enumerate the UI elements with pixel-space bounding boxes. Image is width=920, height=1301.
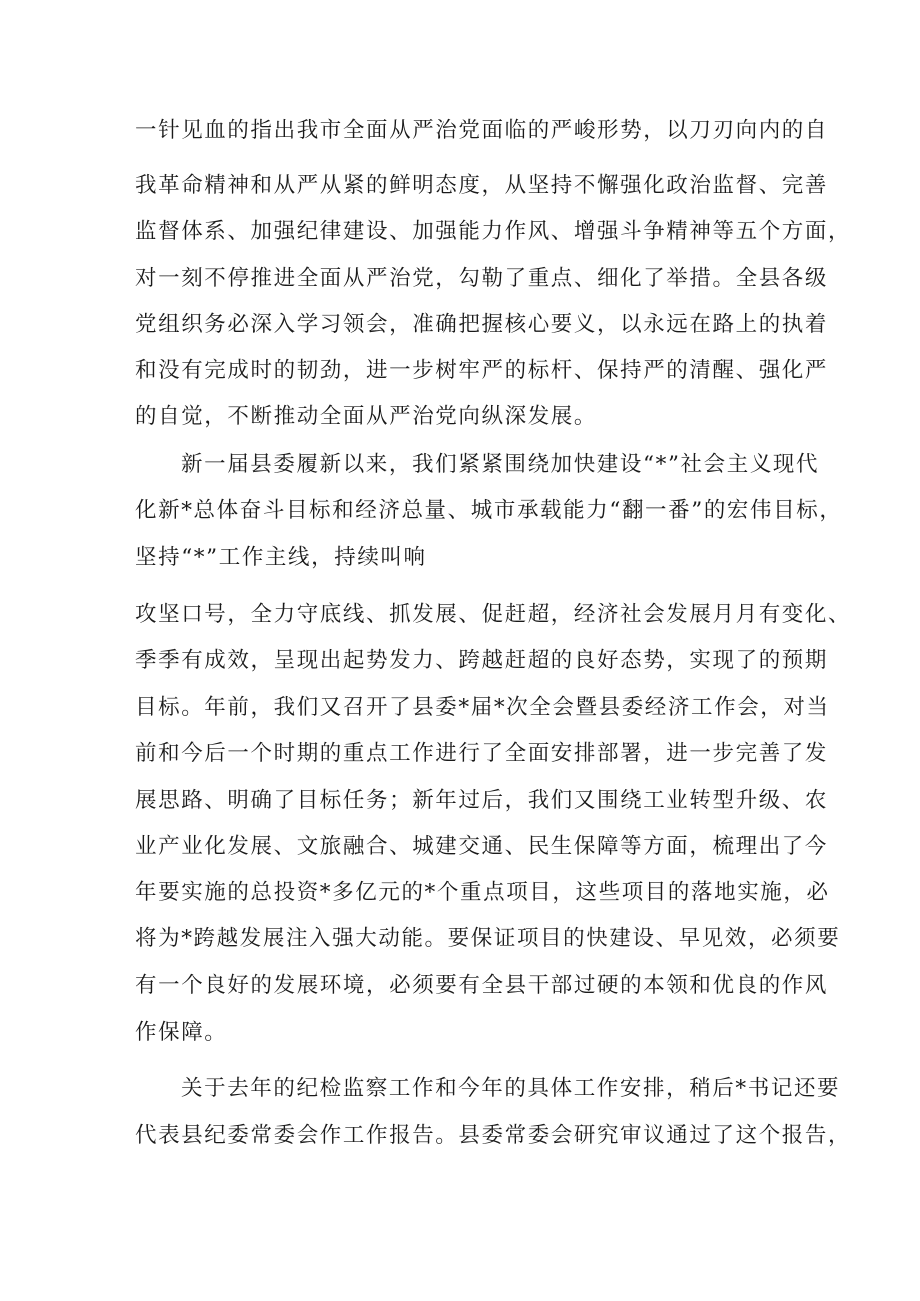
text-line: 一针见血的指出我市全面从严治党面临的严峻形势，以刀刃向内的自 <box>135 118 829 143</box>
text-line: 目标。年前，我们又召开了县委*届*次全会暨县委经济工作会，对当 <box>135 695 830 720</box>
text-line: 我革命精神和从严从紧的鲜明态度，从坚持不懈强化政治监督、完善 <box>135 173 829 198</box>
text-line: 将为*跨越发展注入强大动能。要保证项目的快建设、早见效，必须要 <box>135 926 841 951</box>
text-line: 党组织务必深入学习领会，准确把握核心要义，以永远在路上的执着 <box>135 312 829 337</box>
text-line: 和没有完成时的韧劲，进一步树牢严的标杆、保持严的清醒、强化严 <box>135 358 829 383</box>
text-line: 监督体系、加强纪律建设、加强能力作风、增强斗争精神等五个方面， <box>135 219 852 244</box>
text-line: 代表县纪委常委会作工作报告。县委常委会研究审议通过了这个报告， <box>135 1123 852 1148</box>
text-line: 化新*总体奋斗目标和经济总量、城市承载能力“翻一番”的宏伟目标， <box>135 498 843 523</box>
text-line: 关于去年的纪检监察工作和今年的具体工作安排，稍后*书记还要 <box>181 1076 841 1101</box>
text-line: 年要实施的总投资*多亿元的*个重点项目，这些项目的落地实施，必 <box>135 880 830 905</box>
text-line: 对一刻不停推进全面从严治党，勾勒了重点、细化了举措。全县各级 <box>135 266 829 291</box>
text-line: 前和今后一个时期的重点工作进行了全面安排部署，进一步完善了发 <box>135 741 829 766</box>
text-line: 新一届县委履新以来，我们紧紧围绕加快建设“*”社会主义现代 <box>181 452 820 477</box>
text-line: 的自觉，不断推动全面从严治党向纵深发展。 <box>135 404 598 429</box>
text-line: 作保障。 <box>135 1020 228 1045</box>
text-line: 展思路、明确了目标任务；新年过后，我们又围绕工业转型升级、农 <box>135 788 829 813</box>
text-line: 攻坚口号，全力守底线、抓发展、促赶超，经济社会发展月月有变化、 <box>135 602 852 627</box>
text-line: 有一个良好的发展环境，必须要有全县干部过硬的本领和优良的作风 <box>135 973 829 998</box>
text-line: 季季有成效，呈现出起势发力、跨越赶超的良好态势，实现了的预期 <box>135 648 829 673</box>
text-line: 业产业化发展、文旅融合、城建交通、民生保障等方面，梳理出了今 <box>135 834 829 859</box>
text-line: 坚持“*”工作主线，持续叫响 <box>135 545 427 570</box>
